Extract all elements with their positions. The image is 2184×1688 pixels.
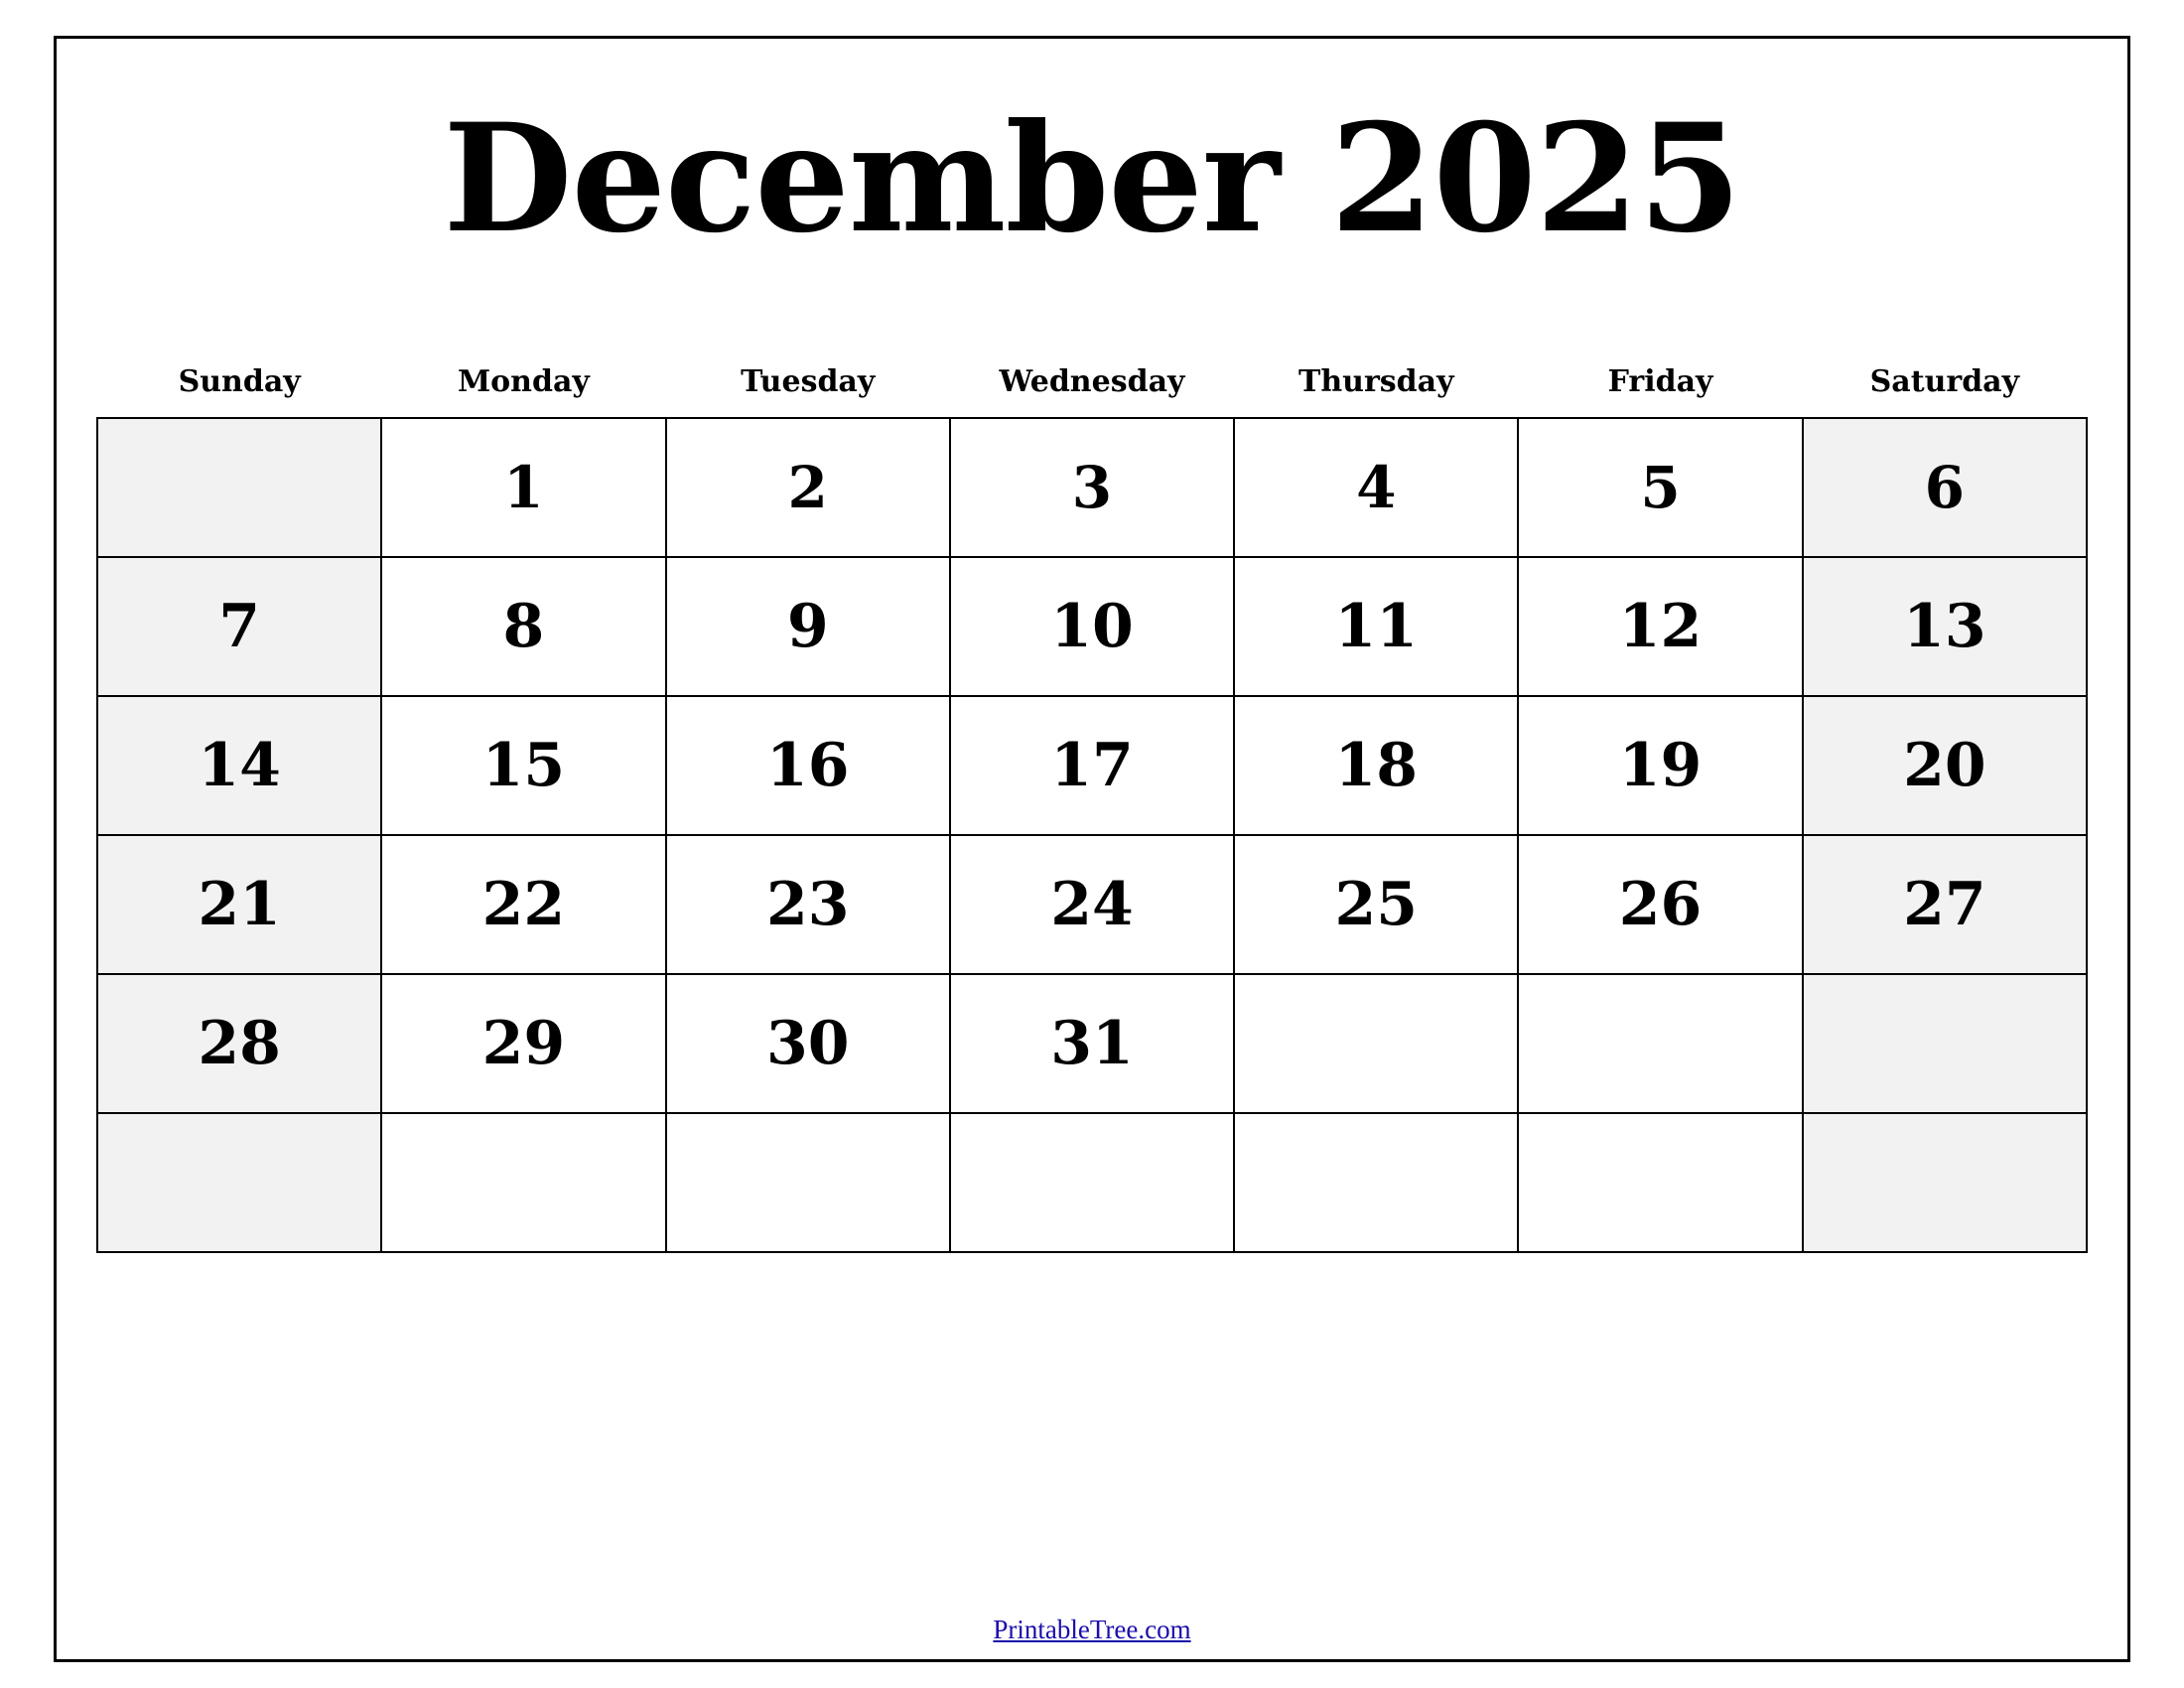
calendar-day-cell[interactable] — [666, 1113, 950, 1252]
calendar-day-cell[interactable] — [1518, 418, 1802, 557]
calendar-table — [96, 364, 2088, 1253]
page-title: December 2025 — [443, 91, 1741, 266]
day-number: 17 — [1050, 731, 1134, 800]
calendar-week-row — [97, 696, 2087, 835]
calendar-header-row — [97, 364, 2087, 418]
calendar-day-cell[interactable] — [1803, 557, 2087, 696]
calendar-day-cell[interactable] — [381, 835, 665, 974]
day-number: 7 — [218, 592, 261, 661]
calendar-day-cell[interactable] — [381, 974, 665, 1113]
calendar-day-cell[interactable] — [1234, 974, 1518, 1113]
day-number: 24 — [1050, 870, 1134, 939]
calendar-day-cell[interactable] — [950, 974, 1234, 1113]
calendar-day-cell[interactable] — [1803, 974, 2087, 1113]
calendar-day-cell[interactable] — [950, 1113, 1234, 1252]
calendar-day-cell[interactable] — [1518, 835, 1802, 974]
calendar-day-cell[interactable] — [666, 418, 950, 557]
day-number: 19 — [1618, 731, 1703, 800]
calendar-day-cell[interactable] — [1803, 835, 2087, 974]
day-number: 5 — [1640, 454, 1681, 521]
calendar-day-cell[interactable] — [1234, 1113, 1518, 1252]
day-number: 8 — [502, 592, 545, 661]
weekday-header-monday: Monday — [457, 364, 590, 399]
calendar-day-cell[interactable] — [666, 835, 950, 974]
weekday-header-saturday: Saturday — [1869, 364, 2020, 399]
day-number: 20 — [1903, 731, 1986, 800]
calendar-week-row — [97, 974, 2087, 1113]
footer — [57, 1615, 2127, 1645]
weekday-header-thursday: Thursday — [1298, 364, 1454, 399]
weekday-header-friday: Friday — [1607, 364, 1713, 399]
calendar-day-cell[interactable] — [1803, 1113, 2087, 1252]
calendar-day-cell[interactable] — [97, 835, 381, 974]
weekday-header-sunday: Sunday — [178, 364, 301, 399]
day-number: 28 — [198, 1009, 281, 1078]
day-number: 16 — [765, 731, 850, 800]
calendar-day-cell[interactable] — [97, 557, 381, 696]
calendar-day-cell[interactable] — [666, 696, 950, 835]
day-number: 12 — [1618, 592, 1703, 661]
day-number: 11 — [1334, 592, 1419, 661]
day-number: 22 — [481, 870, 566, 939]
calendar-day-cell[interactable] — [381, 557, 665, 696]
calendar-day-cell[interactable] — [381, 1113, 665, 1252]
day-number: 27 — [1903, 870, 1986, 939]
day-number: 18 — [1334, 731, 1419, 800]
calendar-day-cell[interactable] — [1518, 1113, 1802, 1252]
calendar-day-cell[interactable] — [950, 418, 1234, 557]
calendar-week-row — [97, 1113, 2087, 1252]
day-number: 25 — [1334, 870, 1419, 939]
weekday-header-wednesday: Wednesday — [999, 364, 1185, 399]
calendar-day-cell[interactable] — [1234, 696, 1518, 835]
calendar-sheet — [54, 36, 2130, 1662]
day-number: 15 — [481, 731, 566, 800]
calendar-week-row — [97, 557, 2087, 696]
weekday-header-tuesday: Tuesday — [741, 364, 876, 399]
calendar-day-cell[interactable] — [381, 418, 665, 557]
calendar-day-cell[interactable] — [950, 557, 1234, 696]
calendar-day-cell[interactable] — [97, 1113, 381, 1252]
day-number: 4 — [1356, 454, 1397, 521]
calendar-day-cell[interactable] — [1518, 974, 1802, 1113]
day-number: 14 — [198, 731, 281, 800]
calendar-day-cell[interactable] — [1234, 557, 1518, 696]
calendar-grid-wrapper — [96, 364, 2088, 1253]
day-number: 6 — [1924, 454, 1966, 521]
calendar-week-row — [97, 418, 2087, 557]
day-number: 30 — [765, 1009, 850, 1078]
day-number: 9 — [786, 592, 829, 661]
calendar-day-cell[interactable] — [1518, 696, 1802, 835]
day-number: 1 — [503, 454, 544, 521]
calendar-day-cell[interactable] — [97, 974, 381, 1113]
day-number: 26 — [1618, 870, 1703, 939]
calendar-day-cell[interactable] — [950, 835, 1234, 974]
calendar-day-cell[interactable] — [666, 974, 950, 1113]
calendar-day-cell[interactable] — [950, 696, 1234, 835]
calendar-day-cell[interactable] — [1803, 418, 2087, 557]
day-number: 2 — [787, 454, 828, 521]
calendar-day-cell[interactable] — [97, 696, 381, 835]
day-number: 13 — [1903, 592, 1986, 661]
day-number: 10 — [1050, 592, 1134, 661]
day-number: 31 — [1050, 1009, 1134, 1078]
calendar-body — [97, 418, 2087, 1252]
calendar-day-cell[interactable] — [1234, 835, 1518, 974]
calendar-day-cell[interactable] — [381, 696, 665, 835]
calendar-day-cell[interactable] — [1234, 418, 1518, 557]
calendar-day-cell[interactable] — [666, 557, 950, 696]
day-number: 23 — [765, 870, 850, 939]
day-number: 3 — [1071, 454, 1113, 521]
calendar-week-row — [97, 835, 2087, 974]
calendar-day-cell[interactable] — [97, 418, 381, 557]
day-number: 29 — [481, 1009, 566, 1078]
calendar-day-cell[interactable] — [1518, 557, 1802, 696]
calendar-day-cell[interactable] — [1803, 696, 2087, 835]
day-number: 21 — [198, 870, 281, 939]
source-link[interactable]: PrintableTree.com — [993, 1615, 1191, 1644]
